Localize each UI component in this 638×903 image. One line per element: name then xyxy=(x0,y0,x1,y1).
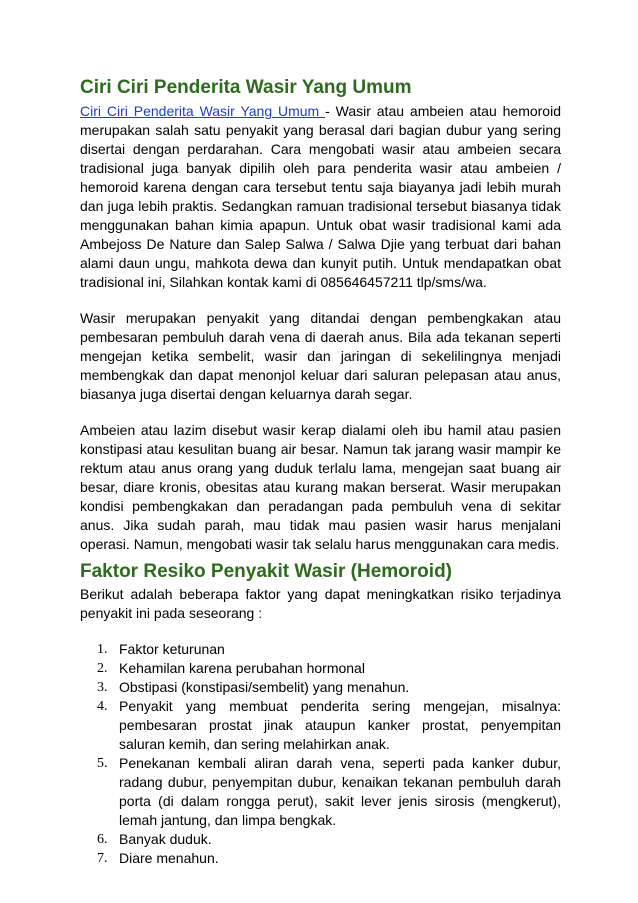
list-item-number: 6. xyxy=(97,832,108,847)
list-item-number: 1. xyxy=(97,642,108,657)
article-title-link[interactable]: Ciri Ciri Penderita Wasir Yang Umum xyxy=(80,103,326,119)
list-item xyxy=(97,849,561,868)
list-item-text: Banyak duduk. xyxy=(119,831,212,847)
list-item-number: 5. xyxy=(97,756,108,771)
definition-paragraph: Wasir merupakan penyakit yang ditandai dengan pembengkakan atau pembesaran pembuluh darah vena di daerah anus. Bila ada tekanan seperti mengejan ketika sembelit, wasir dan jaringan di sekelilingnya menjadi membengkak dan dapat menonjol keluar dari saluran pelepasan atau anus, biasanya juga disertai dengan keluarnya darah segar. xyxy=(80,310,561,402)
risk-factors-intro: Berikut adalah beberapa faktor yang dapat meningkatkan risiko terjadinya penyakit ini pada seseorang : xyxy=(80,586,561,621)
list-item-text: Obstipasi (konstipasi/sembelit) yang menahun. xyxy=(119,679,410,695)
list-item xyxy=(97,640,561,659)
list-item-number: 2. xyxy=(97,661,108,676)
list-item xyxy=(97,697,561,754)
list-item-text: Faktor keturunan xyxy=(119,641,225,657)
intro-paragraph-text: - Wasir atau ambeien atau hemoroid merupakan salah satu penyakit yang berasal dari bagian dubur yang sering disertai dengan perdarahan. Cara mengobati wasir atau ambeien secara tradisional juga banyak dipilih oleh para penderita wasir atau ambeien / hemoroid karena dengan cara tersebut tentu saja biayanya jadi lebih murah dan juga lebih praktis. Sedangkan ramuan tradisional tersebut biasanya tidak menggunakan bahan kimia apapun. Untuk obat wasir tradisional kami ada Ambejoss De Nature dan Salep Salwa / Salwa Djie yang terbuat dari bahan alami daun ungu, mahkota dewa dan kunyit putih. Untuk mendapatkan obat tradisional ini, Silahkan kontak kami di 085646457211 tlp/sms/wa. xyxy=(80,103,561,290)
list-item-text: Diare menahun. xyxy=(119,850,219,866)
risk-factors-list xyxy=(80,640,561,868)
list-item-text: Penyakit yang membuat penderita sering mengejan, misalnya: pembesaran prostat jinak ataupun kanker prostat, penyempitan saluran kemih, dan sering melahirkan anak. xyxy=(119,698,561,752)
list-item-text: Penekanan kembali aliran darah vena, seperti pada kanker dubur, radang dubur, penyempitan dubur, kenaikan tekanan pembuluh darah porta (di dalam rongga perut), sakit lever jenis sirosis (mengkerut), lemah jantung, dan limpa bengkak. xyxy=(119,755,561,828)
document-page xyxy=(80,76,561,868)
list-item xyxy=(97,659,561,678)
list-item-number: 3. xyxy=(97,680,108,695)
list-item xyxy=(97,754,561,830)
list-item-text: Kehamilan karena perubahan hormonal xyxy=(119,660,365,676)
list-item-number: 4. xyxy=(97,699,108,714)
intro-paragraph xyxy=(80,102,561,292)
list-item xyxy=(97,678,561,697)
list-item xyxy=(97,830,561,849)
list-item-number: 7. xyxy=(97,851,108,866)
causes-paragraph: Ambeien atau lazim disebut wasir kerap dialami oleh ibu hamil atau pasien konstipasi atau kesulitan buang air besar. Namun tak jarang wasir mampir ke rektum atau anus orang yang duduk terlalu lama, mengejan saat buang air besar, diare kronis, obesitas atau kurang makan berserat. Wasir merupakan kondisi pembengkakan dan peradangan pada pembuluh vena di sekitar anus. Jika sudah parah, mau tidak mau pasien wasir harus menjalani operasi. Namun, mengobati wasir tak selalu harus menggunakan cara medis. xyxy=(80,422,561,552)
risk-factors-heading: Faktor Resiko Penyakit Wasir (Hemoroid) xyxy=(80,561,453,582)
article-title: Ciri Ciri Penderita Wasir Yang Umum xyxy=(80,77,412,98)
